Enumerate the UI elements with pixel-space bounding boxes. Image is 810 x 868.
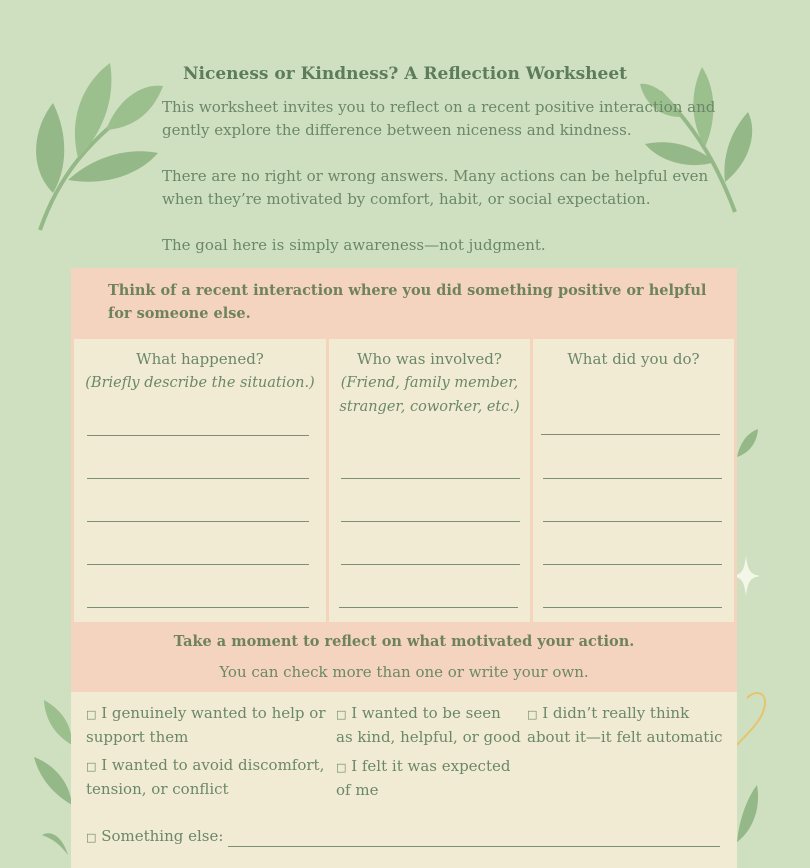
option-label: I wanted to avoid discomfort, tension, or conflict [86, 756, 325, 798]
section1-prompt: Think of a recent interaction where you did something positive or helpful for someone else. [108, 282, 707, 322]
worksheet [71, 268, 737, 868]
option-something-else[interactable] [86, 825, 226, 849]
page-title: Niceness or Kindness? A Reflection Worksheet [183, 64, 627, 84]
answer-line[interactable] [87, 435, 309, 436]
leaf-branch-left-icon [28, 58, 168, 238]
answer-line[interactable] [541, 434, 720, 435]
section1-columns [71, 336, 737, 624]
column-subheading: (Friend, family member, stranger, coworker, etc.) [339, 375, 520, 415]
section1-header [71, 268, 737, 336]
intro-text [162, 96, 722, 280]
checkbox-icon[interactable]: □ [86, 760, 97, 773]
option-automatic[interactable] [527, 702, 727, 749]
column-heading: Who was involved? [357, 350, 502, 368]
column-what-happened [74, 339, 326, 622]
option-label: Something else: [101, 827, 224, 845]
answer-line[interactable] [339, 607, 518, 608]
section2-subtitle: You can check more than one or write your own. [219, 663, 589, 681]
checkbox-icon[interactable]: □ [336, 761, 347, 774]
option-expected[interactable] [336, 755, 521, 802]
answer-line[interactable] [87, 478, 309, 479]
column-heading: What did you do? [567, 350, 700, 368]
checkbox-icon[interactable]: □ [86, 708, 97, 721]
answer-line[interactable] [543, 607, 722, 608]
answer-line[interactable] [543, 478, 722, 479]
option-label: I wanted to be seen as kind, helpful, or good [336, 704, 521, 746]
answer-line[interactable] [87, 607, 309, 608]
checkbox-icon[interactable]: □ [86, 831, 97, 844]
leaf-bottom-right-icon [735, 780, 760, 845]
answer-line[interactable] [543, 521, 722, 522]
column-who-involved [329, 339, 530, 622]
intro-paragraph: There are no right or wrong answers. Many actions can be helpful even when they’re motivated by comfort, habit, or social expectation. [162, 167, 709, 208]
leaf-small-right-icon [735, 425, 760, 460]
heart-outline-icon [735, 690, 770, 750]
answer-line[interactable] [543, 564, 722, 565]
option-label: I didn’t really think about it—it felt automatic [527, 704, 723, 746]
something-else-line[interactable] [228, 846, 720, 847]
option-avoid-discomfort[interactable] [86, 754, 326, 801]
option-label: I felt it was expected of me [336, 757, 511, 799]
leaf-bottom-left-icon [30, 695, 75, 855]
intro-paragraph: The goal here is simply awareness—not judgment. [162, 236, 546, 254]
option-be-seen-kind[interactable] [336, 702, 521, 749]
option-genuinely-help[interactable] [86, 702, 326, 749]
answer-line[interactable] [341, 521, 520, 522]
intro-paragraph: This worksheet invites you to reflect on a recent positive interaction and gently explore the difference between niceness and kindness. [162, 98, 716, 139]
option-label: I genuinely wanted to help or support them [86, 704, 326, 746]
answer-line[interactable] [87, 521, 309, 522]
column-heading: What happened? [136, 350, 264, 368]
checkbox-icon[interactable]: □ [336, 708, 347, 721]
checkbox-icon[interactable]: □ [527, 708, 538, 721]
answer-line[interactable] [341, 478, 520, 479]
column-subheading: (Briefly describe the situation.) [85, 375, 315, 391]
answer-line[interactable] [341, 564, 520, 565]
column-what-did-you-do [533, 339, 734, 622]
answer-line[interactable] [87, 564, 309, 565]
section2-header [71, 624, 737, 692]
section2-prompt: Take a moment to reflect on what motivated your action. [173, 633, 635, 650]
